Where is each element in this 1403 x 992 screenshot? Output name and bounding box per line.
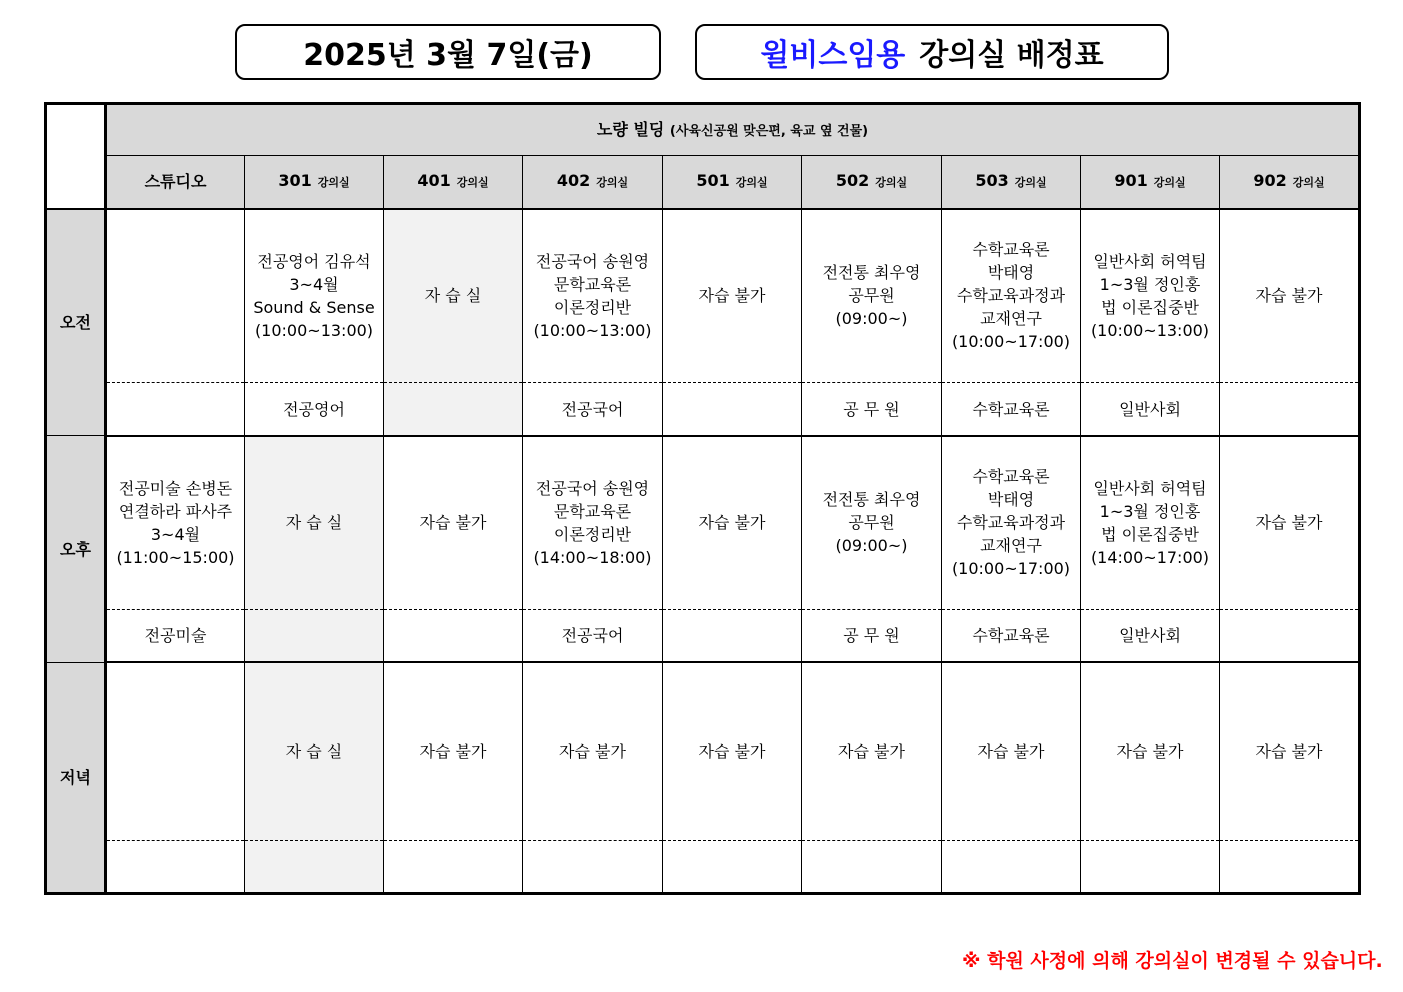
subject-cell: 전공영어 — [245, 383, 384, 436]
schedule-cell: 일반사회 허역팀 1~3월 정인홍 법 이론집중반 (10:00~13:00) — [1081, 209, 1220, 383]
schedule-cell: 전공국어 송원영 문학교육론 이론정리반 (10:00~13:00) — [523, 209, 663, 383]
room-number: 스튜디오 — [144, 172, 207, 192]
schedule-label: 강의실 배정표 — [919, 38, 1104, 73]
subject-cell: 수학교육론 — [942, 383, 1081, 436]
room-header — [245, 156, 384, 209]
subject-cell — [523, 840, 663, 893]
period-label: 오전 — [46, 209, 106, 436]
subject-cell — [1220, 383, 1360, 436]
room-number: 503 — [975, 171, 1009, 191]
classroom-schedule-table — [44, 102, 1361, 895]
room-header — [523, 156, 663, 209]
schedule-cell: 자습 불가 — [523, 662, 663, 840]
subject-cell: 수학교육론 — [942, 609, 1081, 662]
room-header — [384, 156, 523, 209]
schedule-cell: 자습 불가 — [384, 662, 523, 840]
subject-cell: 전공미술 — [106, 609, 245, 662]
schedule-cell: 수학교육론 박태영 수학교육과정과 교재연구 (10:00~17:00) — [942, 209, 1081, 383]
schedule-cell: 자습 불가 — [663, 209, 802, 383]
room-number: 501 — [696, 171, 730, 191]
subject-cell — [245, 609, 384, 662]
room-header — [1220, 156, 1360, 209]
subject-cell — [1081, 840, 1220, 893]
room-number: 502 — [835, 171, 870, 191]
subject-cell: 공 무 원 — [802, 609, 942, 662]
subject-cell: 전공국어 — [523, 383, 663, 436]
schedule-cell: 전전통 최우영 공무원 (09:00~) — [802, 209, 942, 383]
schedule-cell: 전공미술 손병돈 연결하라 파사주 3~4월 (11:00~15:00) — [106, 436, 245, 609]
room-header — [106, 156, 245, 209]
subject-cell — [1220, 609, 1360, 662]
subject-cell — [802, 840, 942, 893]
corner-cell — [46, 104, 106, 209]
building-header — [106, 104, 1360, 156]
room-suffix: 강의실 — [596, 176, 629, 190]
schedule-cell: 전전통 최우영 공무원 (09:00~) — [802, 436, 942, 609]
subject-cell: 공 무 원 — [802, 383, 942, 436]
period-label: 저녁 — [46, 662, 106, 893]
subject-cell — [384, 840, 523, 893]
schedule-cell: 수학교육론 박태영 수학교육과정과 교재연구 (10:00~17:00) — [942, 436, 1081, 609]
subject-cell — [663, 609, 802, 662]
schedule-cell: 자습 불가 — [663, 436, 802, 609]
room-header — [663, 156, 802, 209]
period-label: 오후 — [46, 436, 106, 662]
building-sub: (사육신공원 맞은편, 육교 옆 건물) — [669, 123, 869, 139]
subject-cell — [245, 840, 384, 893]
room-suffix: 강의실 — [875, 176, 908, 190]
room-suffix: 강의실 — [1014, 176, 1047, 190]
schedule-cell: 자습 불가 — [1220, 662, 1360, 840]
schedule-cell: 전공국어 송원영 문학교육론 이론정리반 (14:00~18:00) — [523, 436, 663, 609]
building-name: 노량 빌딩 — [596, 119, 665, 139]
room-suffix: 강의실 — [456, 176, 489, 190]
room-header — [1081, 156, 1220, 209]
schedule-cell: 자습 불가 — [1220, 436, 1360, 609]
date-title — [235, 24, 661, 80]
change-notice: ※ 학원 사정에 의해 강의실이 변경될 수 있습니다. — [962, 950, 1383, 972]
subject-cell: 일반사회 — [1081, 609, 1220, 662]
room-number: 901 — [1114, 171, 1148, 191]
brand-name: 윌비스임용 — [760, 38, 906, 73]
room-number: 902 — [1253, 171, 1287, 191]
schedule-cell: 자습 불가 — [384, 436, 523, 609]
subject-cell: 전공국어 — [523, 609, 663, 662]
schedule-cell — [106, 662, 245, 840]
room-number: 402 — [556, 171, 591, 191]
subject-cell — [663, 840, 802, 893]
schedule-cell: 자습 불가 — [942, 662, 1081, 840]
room-suffix: 강의실 — [317, 176, 350, 190]
schedule-title — [695, 24, 1169, 80]
subject-cell — [106, 383, 245, 436]
room-suffix: 강의실 — [1292, 176, 1325, 190]
schedule-cell — [106, 209, 245, 383]
room-header — [942, 156, 1081, 209]
subject-cell — [1220, 840, 1360, 893]
schedule-cell: 자 습 실 — [245, 436, 384, 609]
schedule-cell: 전공영어 김유석 3~4월 Sound & Sense (10:00~13:00) — [245, 209, 384, 383]
schedule-cell: 일반사회 허역팀 1~3월 정인홍 법 이론집중반 (14:00~17:00) — [1081, 436, 1220, 609]
room-number: 301 — [278, 171, 312, 191]
room-suffix: 강의실 — [735, 176, 768, 190]
subject-cell — [106, 840, 245, 893]
schedule-cell: 자습 불가 — [802, 662, 942, 840]
subject-cell — [384, 383, 523, 436]
schedule-cell: 자습 불가 — [1081, 662, 1220, 840]
room-suffix: 강의실 — [1153, 176, 1186, 190]
subject-cell — [942, 840, 1081, 893]
schedule-cell: 자 습 실 — [245, 662, 384, 840]
schedule-cell: 자습 불가 — [663, 662, 802, 840]
subject-cell: 일반사회 — [1081, 383, 1220, 436]
date-text: 2025년 3월 7일(금) — [303, 38, 593, 73]
room-number: 401 — [417, 171, 451, 191]
room-header — [802, 156, 942, 209]
subject-cell — [384, 609, 523, 662]
subject-cell — [663, 383, 802, 436]
schedule-cell: 자 습 실 — [384, 209, 523, 383]
schedule-cell: 자습 불가 — [1220, 209, 1360, 383]
